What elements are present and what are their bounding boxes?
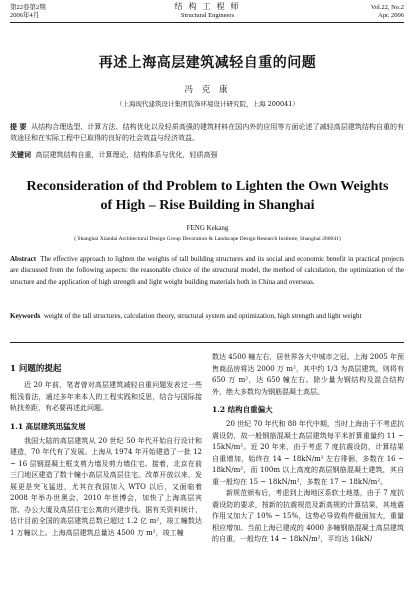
header-journal-en: Structural Engineers <box>180 12 235 19</box>
page-title-en-line1: Reconsideration of thd Problem to Lighten the Own Weights <box>26 179 389 194</box>
keywords-cn-label: 关键词 <box>10 150 31 159</box>
abstract-en <box>10 254 404 288</box>
author-en: FENG Kekang <box>186 224 229 232</box>
keywords-cn-text: 高层建筑结构自重，计算理论，结构体系与优化，轻质高强 <box>35 151 218 159</box>
header-volume: 第22卷第2期 <box>10 4 46 11</box>
page-title-en-line2: of High – Rise Building in Shanghai <box>100 198 315 213</box>
abstract-cn-label: 提 要 <box>10 122 27 131</box>
header-volume-en: Vol.22, No.2 <box>370 4 404 11</box>
abstract-en-text: The effective approach to lighten the weights of tall building structures and its social and economic benefit in practical projects are discussed from the following aspects: the reasonable choice of the structural model, the method of calculation, the optimization of the structure and the application of high strength and light weight building materials both in China and overseas. <box>10 255 405 286</box>
section-heading-1-1: 1.1 高层建筑迅猛发展 <box>10 421 86 431</box>
keywords-en-text: weight of the tall structures, calculation theory, structural system and optimization, high strength and light weight <box>43 312 362 320</box>
abstract-en-label: Abstract <box>10 255 37 263</box>
section-heading-1-2: 1.2 结构自重偏大 <box>212 405 273 414</box>
abstract-cn-text: 从结构合理选型、计算方法、结构优化以及轻质高强的建筑材料在国内外的应用等方面论述了减轻高层建筑结构自重的有效途径和在实际工程中已取得的良好的社会效益与经济效益。 <box>10 123 405 142</box>
section-heading-1: 1 问题的提起 <box>10 364 62 374</box>
header-date-en: Apr. 2006 <box>378 12 404 19</box>
header-date: 2006年4月 <box>10 12 40 19</box>
body-left-column <box>10 352 202 539</box>
keywords-en-label: Keywords <box>10 312 41 320</box>
header-rule <box>10 22 404 23</box>
keywords-cn <box>10 149 404 161</box>
body-right-column <box>212 352 404 546</box>
paragraph-5: 新规范颁布后，考虑到上海地区系软土地基，由于 7 度抗震设防的要求，按新的抗震规范及新高规的计算结果，其地震作用又加大了 10% ~ 15%，这势必导致构件截面加大，重量相应增加。当前上海已建成的 4000 多幢钢筋混凝土高层建筑的自重，一般均在 14 ~ 18kN/m²，平均达 16kN/ <box>212 489 404 543</box>
affiliation-cn: （上海现代建筑设计集团装饰环境设计研究院，上海 200041） <box>116 100 299 108</box>
keywords-en <box>10 311 404 322</box>
abstract-cn <box>10 121 404 144</box>
paragraph-4: 20 世纪 70 年代和 80 年代中期，当时上海由于不考虑抗震设防，故一般钢筋混凝土高层建筑每平米折算重量约 11 ~ 15kN/m²。近 20 年来，由于考虑 7 度抗震设防，计算结果自重增加，始终在 14 ~ 18kN/m² 左右徘徊，多数在 16 ~ 18kN/m²，而 100m 以上高度的高层钢筋混凝土建筑，其自重一般均在 15 ~ 18kN/m²，多数在 17 ~ 18kN/m²。 <box>212 420 404 486</box>
paragraph-1: 近 20 年前，笔者曾对高层建筑减轻自重问题发表过一些粗浅看法，通过多年来本人的工程实践和反思，结合与国际接轨找差距，有必要再述此问题。 <box>10 381 202 412</box>
header-journal-cn: 结 构 工 程 师 <box>174 2 241 11</box>
paragraph-2: 我国大陆的高层建筑从 20 世纪 50 年代开始自行设计和建造，70 年代有了发展。上海从 1974 年开始建造了一批 12 ~ 16 层钢混凝土框支剪力墙及剪力墙住宅。接着，北京在前三门地区建造了数十幢小高层及高层住宅。改革开放以来，发展更是突飞猛进，尤其在我国加入 WTO 以后，又面临着 2008 年举办世奥会，2010 年世博会，加快了上海高层宾馆、办公大厦及高层住宅公寓的兴建步伐。据有关资料统计，估计目前全国的高层建筑总数已超过 1.2 亿 m²，竣工幢数达 1 万幢以上。上海高层建筑总量达 4500 万 m²，竣工幢 <box>10 436 202 537</box>
paragraph-3: 数达 4500 幢左右，居世界各大中城市之冠。上海 2005 年预售商品房将达 2000 万 m²，其中约 1/3 为高层建筑，则将有 650 万 m²，达 650 幢左右。除少量为钢结构及混合结构外，绝大多数均为钢筋混凝土高层。 <box>212 353 404 396</box>
abstract-rule <box>10 342 404 343</box>
author-cn: 冯 克 康 <box>184 85 231 95</box>
affiliation-en: ( Shanghai Xiandai Architectural Design Group Decoration & Landscape Design Research Institute, Shanghai 200041) <box>74 236 341 242</box>
page-title-cn: 再述上海高层建筑减轻自重的问题 <box>98 55 317 71</box>
